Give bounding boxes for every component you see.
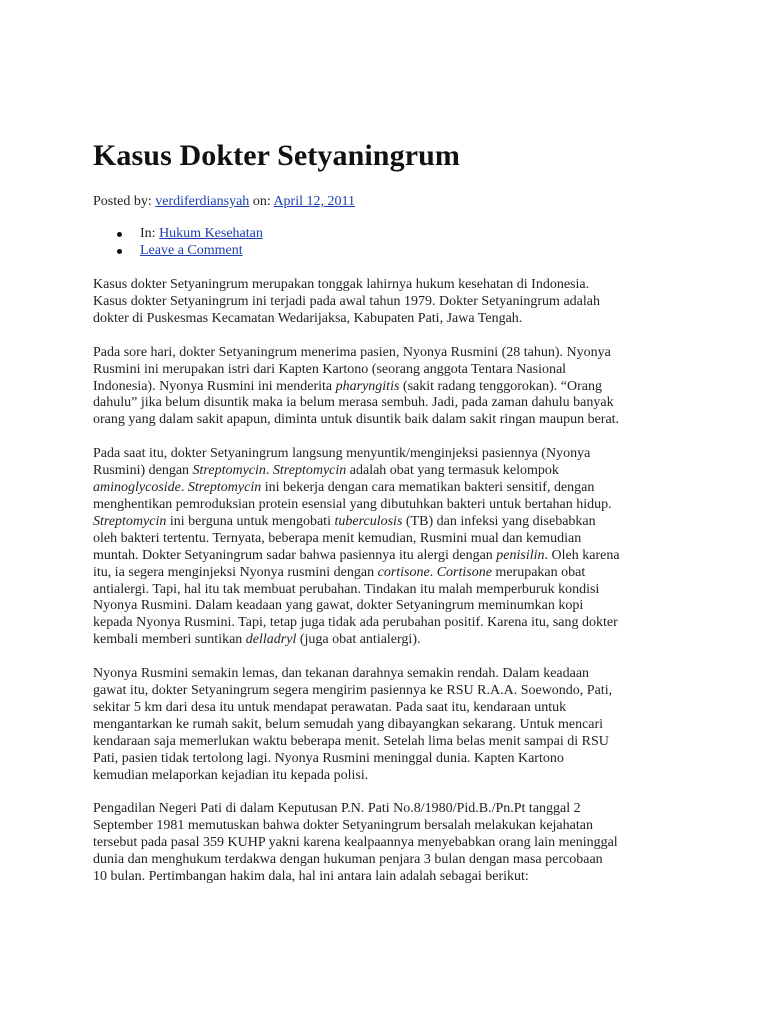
- italic-term: cortisone: [377, 564, 430, 580]
- paragraph-line: Kasus dokter Setyaningrum merupakan tonggak lahirnya hukum kesehatan di Indonesia.: [93, 277, 590, 292]
- category-link[interactable]: Hukum Kesehatan: [159, 226, 263, 241]
- italic-term: Streptomycin: [192, 463, 266, 479]
- paragraph-line: tersebut pada pasal 359 KUHP yakni karena kealpaannya menyebabkan orang lain meninggal: [93, 835, 618, 851]
- comment-item: [140, 242, 680, 259]
- paragraph-line: menghentikan pemroduksian protein esensial yang dibutuhkan bakteri untuk bertahan hidup.: [93, 496, 612, 512]
- post-meta: [93, 193, 680, 211]
- paragraph-line: Streptomycin ini berguna untuk mengobati tuberculosis (TB) dan infeksi yang disebabkan: [93, 513, 596, 529]
- italic-term: Cortisone: [436, 564, 492, 580]
- paragraph-line: Rusmini) dengan Streptomycin. Streptomycin adalah obat yang termasuk kelompok: [93, 463, 559, 479]
- paragraph-line: gawat itu, dokter Setyaningrum segera mengirim pasiennya ke RSU R.A.A. Soewondo, Pati,: [93, 683, 613, 699]
- paragraph-line: mengantarkan ke rumah sakit, belum semudah yang dibayangkan sekarang. Untuk mencari: [93, 716, 604, 732]
- article-paragraph: [93, 345, 683, 430]
- date-link[interactable]: April 12, 2011: [273, 194, 355, 209]
- paragraph-line: Nyonya Rusmini semakin lemas, dan tekanan darahnya semakin rendah. Dalam keadaan: [93, 666, 590, 682]
- paragraph-line: kepada Nyonya Rusmini. Tapi, tetap juga tidak ada perubahan positif. Karena itu, sang dokter: [93, 615, 618, 631]
- paragraph-line: orang yang dalam sakit apapun, diminta untuk disuntik baik dalam sakit ringan maupun berat.: [93, 412, 620, 428]
- italic-term: Streptomycin: [272, 463, 347, 479]
- paragraph-line: Pada saat itu, dokter Setyaningrum langsung menyuntik/menginjeksi pasiennya (Nyonya: [93, 446, 591, 462]
- paragraph-line: September 1981 memutuskan bahwa dokter Setyaningrum bersalah melakukan kejahatan: [93, 818, 593, 834]
- paragraph-line: Indonesia). Nyonya Rusmini ini menderita pharyngitis (sakit radang tenggorokan). “Orang: [93, 378, 602, 394]
- post-title: Kasus Dokter Setyaningrum: [93, 139, 460, 172]
- paragraph-line: itu, ia segera menginjeksi Nyonya rusmini dengan cortisone. Cortisone merupakan obat: [93, 564, 586, 580]
- article-paragraph: [93, 446, 683, 649]
- paragraph-line: Kasus dokter Setyaningrum ini terjadi pada awal tahun 1979. Dokter Setyaningrum adalah: [93, 293, 600, 309]
- article-paragraph: [93, 277, 683, 328]
- post-meta-list: [93, 225, 680, 259]
- paragraph-line: Pati, pasien tidak tertolong lagi. Nyonya Rusmini meninggal dunia. Kapten Kartono: [93, 750, 564, 766]
- category-item: [140, 225, 680, 242]
- on-label: on:: [252, 194, 271, 209]
- paragraph-line: 10 bulan. Pertimbangan hakim dala, hal ini antara lain adalah sebagai berikut:: [93, 869, 529, 885]
- paragraph-line: Pada sore hari, dokter Setyaningrum menerima pasien, Nyonya Rusmini (28 tahun). Nyonya: [93, 344, 611, 360]
- italic-term: aminoglycoside: [93, 480, 181, 496]
- article-paragraph: [93, 801, 683, 886]
- paragraph-line: oleh bakteri tertentu. Ternyata, beberapa menit kemudian, Rusmini mual dan kemudian: [93, 530, 582, 546]
- category-label: In:: [140, 226, 156, 241]
- italic-term: pharyngitis: [335, 378, 400, 394]
- paragraph-line: kendaraan saja memerlukan waktu beberapa menit. Setelah lima belas menit sampai di RSU: [93, 733, 609, 749]
- italic-term: tuberculosis: [334, 513, 403, 529]
- paragraph-line: sekitar 5 km dari desa itu untuk mendapat perawatan. Pada saat itu, kendaraan untuk: [93, 699, 567, 715]
- paragraph-line: Pengadilan Negeri Pati di dalam Keputusan P.N. Pati No.8/1980/Pid.B./Pn.Pt tanggal 2: [93, 801, 581, 817]
- italic-term: Streptomycin: [93, 513, 167, 529]
- author-link[interactable]: verdiferdiansyah: [155, 194, 250, 209]
- paragraph-line: muntah. Dokter Setyaningrum sadar bahwa pasiennya itu alergi dengan penisilin. Oleh karena: [93, 547, 620, 563]
- paragraph-line: dokter di Puskesmas Kecamatan Wedarijaksa, Kabupaten Pati, Jawa Tengah.: [93, 310, 523, 326]
- italic-term: delladryl: [245, 632, 297, 648]
- paragraph-line: antialergi. Tapi, hal itu tak membuat perubahan. Tindakan itu malah memperburuk kondisi: [93, 581, 600, 597]
- paragraph-line: aminoglycoside. Streptomycin ini bekerja dengan cara mematikan bakteri sensitif, dengan: [93, 480, 595, 496]
- paragraph-line: dunia dan menghukum terdakwa dengan hukuman penjara 3 bulan dengan masa percobaan: [93, 852, 603, 868]
- italic-term: penisilin: [496, 547, 545, 563]
- paragraph-line: kemudian melaporkan kejadian itu kepada polisi.: [93, 767, 369, 783]
- article-body: [93, 277, 683, 886]
- leave-comment-link[interactable]: Leave a Comment: [140, 243, 243, 258]
- italic-term: Streptomycin: [187, 480, 262, 496]
- paragraph-line: Nyonya Rusmini. Dalam keadaan yang gawat, dokter Setyaningrum meminumkan kopi: [93, 598, 584, 614]
- paragraph-line: Rusmini ini merupakan istri dari Kapten Kartono (seorang anggota Tentara Nasional: [93, 361, 567, 377]
- article-paragraph: [93, 666, 683, 784]
- paragraph-line: kembali memberi suntikan delladryl (juga obat antialergi).: [93, 632, 421, 648]
- posted-by-label: Posted by:: [93, 194, 152, 209]
- paragraph-line: dahulu” jika belum disuntik maka ia belum merasa sembuh. Jadi, pada zaman dahulu banyak: [93, 395, 614, 411]
